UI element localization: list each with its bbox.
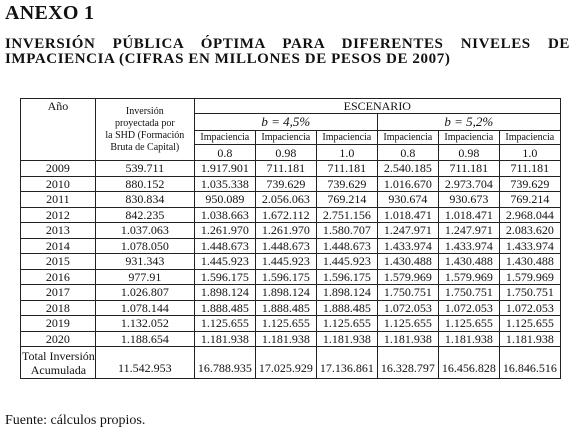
value-cell: 1.445.923 [194,254,255,270]
impatience-value: 0.98 [255,145,316,161]
investment-cell: 1.078.050 [95,238,194,254]
table-row [21,300,561,316]
table-row [21,316,561,332]
value-cell: 1.035.338 [194,176,255,192]
value-cell: 1.898.124 [255,285,316,301]
value-cell: 1.181.938 [194,331,255,347]
value-cell: 1.448.673 [316,238,377,254]
total-label: Total Inversión Acumulada [22,348,95,377]
value-cell: 1.125.655 [194,316,255,332]
year-cell: 2009 [21,161,96,177]
year-cell: 2018 [21,300,96,316]
value-cell: 2.056.063 [255,192,316,208]
value-cell: 1.181.938 [377,331,438,347]
impatience-value: 0.8 [377,145,438,161]
impatience-value: 0.98 [438,145,499,161]
value-cell: 2.968.044 [499,207,560,223]
value-cell: 1.596.175 [255,269,316,285]
value-cell: 1.579.969 [377,269,438,285]
value-cell: 1.125.655 [438,316,499,332]
year-cell: 2017 [21,285,96,301]
value-cell: 1.016.670 [377,176,438,192]
investment-cell: 1.037.063 [95,223,194,239]
investment-cell: 880.152 [95,176,194,192]
source-note: Fuente: cálculos propios. [5,413,146,428]
value-cell: 2.973.704 [438,176,499,192]
investment-table [20,98,561,379]
value-cell: 1.181.938 [499,331,560,347]
value-cell: 1.579.969 [499,269,560,285]
value-cell: 1.433.974 [499,238,560,254]
year-cell: 2015 [21,254,96,270]
value-cell: 1.125.655 [255,316,316,332]
value-cell: 1.018.471 [438,207,499,223]
value-cell: 1.888.485 [194,300,255,316]
table-row [21,223,561,239]
value-cell: 769.214 [499,192,560,208]
value-cell: 1.580.707 [316,223,377,239]
investment-cell: 539.711 [95,161,194,177]
value-cell: 1.181.938 [438,331,499,347]
table-row [21,192,561,208]
investment-column-header: Inversión proyectada por la SHD (Formación Bruta de Capital) [95,99,194,161]
value-cell: 1.750.751 [438,285,499,301]
value-cell: 1.888.485 [255,300,316,316]
investment-table-wrapper [20,98,561,379]
value-cell: 1.445.923 [255,254,316,270]
year-cell: 2010 [21,176,96,192]
value-cell: 2.083.620 [499,223,560,239]
value-cell: 1.125.655 [377,316,438,332]
value-cell: 1.898.124 [194,285,255,301]
total-row [21,347,561,379]
value-cell: 1.072.053 [377,300,438,316]
impatience-value: 1.0 [316,145,377,161]
annex-heading: ANEXO 1 [5,2,95,24]
value-cell: 2.751.156 [316,207,377,223]
scenario-b1-header: b = 4,5% [194,114,377,131]
value-cell: 769.214 [316,192,377,208]
value-cell: 1.018.471 [377,207,438,223]
table-row [21,207,561,223]
value-cell: 1.125.655 [316,316,377,332]
value-cell: 1.448.673 [255,238,316,254]
table-row [21,161,561,177]
impatience-label: Impaciencia [499,131,560,145]
investment-cell: 842.235 [95,207,194,223]
value-cell: 1.917.901 [194,161,255,177]
value-cell: 1.072.053 [499,300,560,316]
investment-cell: 1.188.654 [95,331,194,347]
value-cell: 1.898.124 [316,285,377,301]
value-cell: 1.579.969 [438,269,499,285]
year-cell: 2019 [21,316,96,332]
value-cell: 1.596.175 [316,269,377,285]
value-cell: 1.247.971 [438,223,499,239]
impatience-label: Impaciencia [377,131,438,145]
value-cell: 1.247.971 [377,223,438,239]
impatience-value: 0.8 [194,145,255,161]
investment-cell: 1.026.807 [95,285,194,301]
investment-cell: 931.343 [95,254,194,270]
impatience-label: Impaciencia [438,131,499,145]
value-cell: 739.629 [255,176,316,192]
value-cell: 1.888.485 [316,300,377,316]
impatience-value: 1.0 [499,145,560,161]
value-cell: 1.261.970 [255,223,316,239]
value-cell: 1.430.488 [499,254,560,270]
value-cell: 711.181 [438,161,499,177]
value-cell: 711.181 [499,161,560,177]
total-value-cell: 16.328.797 [377,347,438,379]
table-title: INVERSIÓN PÚBLICA ÓPTIMA PARA DIFERENTES NIVELES DE IMPACIENCIA (CIFRAS EN MILLONES DE PESOS DE 2007) [5,36,570,67]
year-column-header: Año [21,99,96,161]
scenario-b2-header: b = 5,2% [377,114,560,131]
value-cell: 1.181.938 [255,331,316,347]
total-value-cell: 16.846.516 [499,347,560,379]
impatience-label: Impaciencia [316,131,377,145]
year-cell: 2014 [21,238,96,254]
year-cell: 2013 [21,223,96,239]
table-row [21,331,561,347]
year-cell: 2011 [21,192,96,208]
value-cell: 711.181 [255,161,316,177]
value-cell: 1.125.655 [499,316,560,332]
impatience-label: Impaciencia [194,131,255,145]
investment-cell: 1.078.144 [95,300,194,316]
value-cell: 1.596.175 [194,269,255,285]
value-cell: 739.629 [499,176,560,192]
table-row [21,269,561,285]
value-cell: 1.448.673 [194,238,255,254]
value-cell: 930.674 [377,192,438,208]
value-cell: 1.430.488 [438,254,499,270]
impatience-label: Impaciencia [255,131,316,145]
year-cell: 2020 [21,331,96,347]
table-row [21,176,561,192]
value-cell: 1.672.112 [255,207,316,223]
value-cell: 1.433.974 [438,238,499,254]
table-row [21,285,561,301]
table-row [21,238,561,254]
total-value-cell: 17.025.929 [255,347,316,379]
value-cell: 1.261.970 [194,223,255,239]
table-row [21,254,561,270]
value-cell: 950.089 [194,192,255,208]
value-cell: 1.433.974 [377,238,438,254]
total-value-cell: 16.788.935 [194,347,255,379]
total-investment-cell: 11.542.953 [95,347,194,379]
value-cell: 711.181 [316,161,377,177]
value-cell: 1.445.923 [316,254,377,270]
value-cell: 1.750.751 [377,285,438,301]
year-cell: 2012 [21,207,96,223]
year-cell: 2016 [21,269,96,285]
investment-cell: 977.91 [95,269,194,285]
value-cell: 930.673 [438,192,499,208]
value-cell: 2.540.185 [377,161,438,177]
value-cell: 1.038.663 [194,207,255,223]
investment-cell: 830.834 [95,192,194,208]
value-cell: 739.629 [316,176,377,192]
total-value-cell: 16.456.828 [438,347,499,379]
value-cell: 1.430.488 [377,254,438,270]
value-cell: 1.181.938 [316,331,377,347]
investment-cell: 1.132.052 [95,316,194,332]
scenario-header: ESCENARIO [194,99,560,114]
value-cell: 1.072.053 [438,300,499,316]
value-cell: 1.750.751 [499,285,560,301]
total-value-cell: 17.136.861 [316,347,377,379]
